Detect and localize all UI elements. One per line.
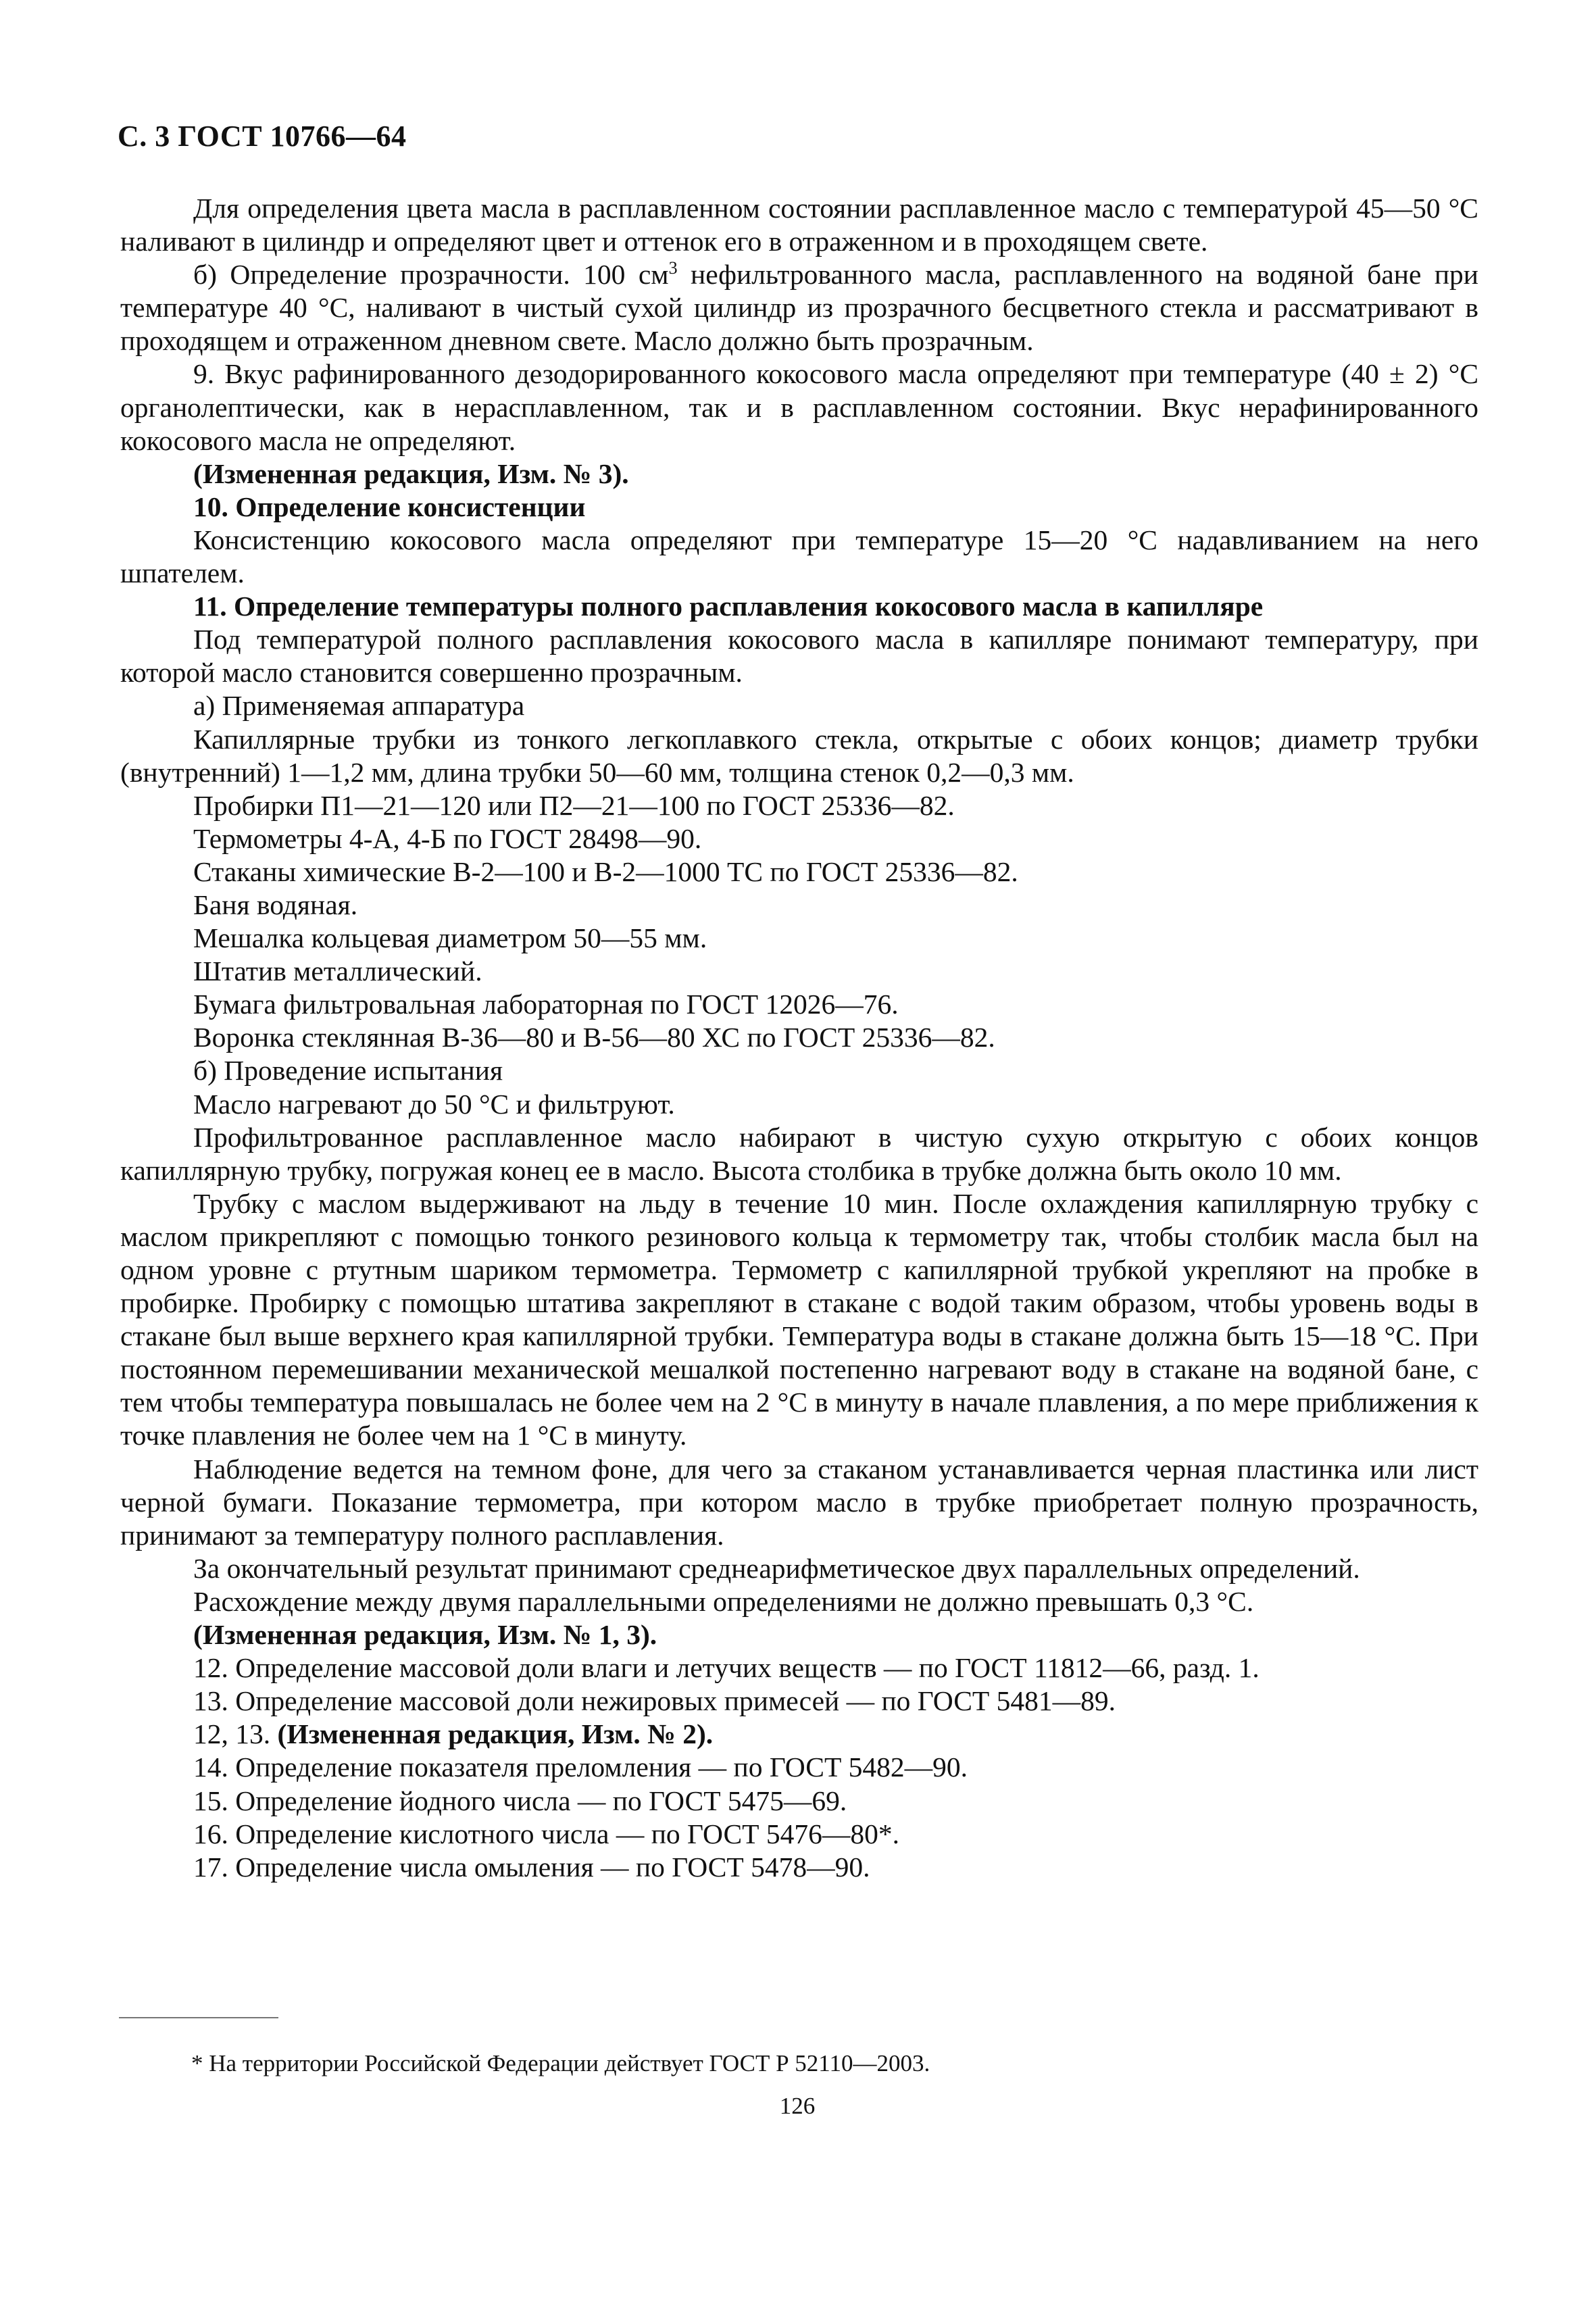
paragraph-transparency-start: б) Определение прозрачности. 100 см bbox=[193, 259, 669, 291]
paragraph-melting-definition: Под температурой полного расплавления кокосового масла в капилляре понимают температуру, при которой масло становится совершенно прозрачным. bbox=[120, 624, 1478, 689]
section-heading-melting-temperature: 11. Определение температуры полного расплавления кокосового масла в капилляре bbox=[193, 591, 1264, 622]
section-heading-consistency: 10. Определение консистенции bbox=[193, 491, 586, 522]
page-number: 126 bbox=[779, 2093, 816, 2119]
list-item-funnel: Воронка стеклянная В-36—80 и В-56—80 ХС по ГОСТ 25336—82. bbox=[193, 1022, 995, 1053]
subheading-apparatus: а) Применяемая аппаратура bbox=[193, 690, 525, 722]
list-item-beakers: Стаканы химические В-2—100 и В-2—1000 ТС по ГОСТ 25336—82. bbox=[193, 855, 1018, 887]
list-item-thermometers: Термометры 4-А, 4-Б по ГОСТ 28498—90. bbox=[193, 822, 702, 854]
list-item-test-tubes: Пробирки П1—21—120 или П2—21—100 по ГОСТ 25336—82. bbox=[193, 789, 955, 821]
paragraph-consistency: Консистенцию кокосового масла определяют при температуре 15—20 °С надавливанием на него шпателем. bbox=[120, 524, 1478, 589]
paragraph-taste: 9. Вкус рафинированного дезодорированного кокосового масла определяют при температуре (40 ± 2) °С органолептически, как в нерасплавленном, так и в расплавленном состоянии. Вкус нерафинированного кокосового масла не определяют. bbox=[120, 358, 1478, 456]
list-item-stirrer: Мешалка кольцевая диаметром 50—55 мм. bbox=[193, 922, 707, 954]
paragraph-color-determination: Для определения цвета масла в расплавленном состоянии расплавленное масло с температурой 45—50 °С наливают в цилиндр и определяют цвет и оттенок его в отраженном и в проходящем свете. bbox=[120, 193, 1478, 257]
page-header: С. 3 ГОСТ 10766—64 bbox=[118, 120, 407, 153]
item-17-saponification-number: 17. Определение числа омыления — по ГОСТ 5478—90. bbox=[193, 1851, 870, 1883]
amendment-note-3: (Измененная редакция, Изм. № 3). bbox=[193, 457, 629, 489]
item-14-refractive-index: 14. Определение показателя преломления — по ГОСТ 5482—90. bbox=[193, 1751, 968, 1783]
paragraph-discrepancy: Расхождение между двумя параллельными определениями не должно превышать 0,3 °С. bbox=[193, 1585, 1254, 1617]
item-12-moisture: 12. Определение массовой доли влаги и летучих веществ — по ГОСТ 11812—66, разд. 1. bbox=[193, 1652, 1260, 1684]
amendment-line-12-13 bbox=[120, 1718, 1478, 1751]
item-15-iodine-number: 15. Определение йодного числа — по ГОСТ 5475—69. bbox=[193, 1785, 847, 1816]
paragraph-filling-tube: Профильтрованное расплавленное масло набирают в чистую сухую открытую с обоих концов капиллярную трубку, погружая конец ее в масло. Высота столбика в трубке должна быть около 10 мм. bbox=[120, 1121, 1478, 1186]
footnote-divider bbox=[119, 2017, 278, 2018]
list-item-water-bath: Баня водяная. bbox=[193, 889, 358, 920]
subheading-test-procedure: б) Проведение испытания bbox=[193, 1055, 503, 1087]
paragraph-capillary-tubes: Капиллярные трубки из тонкого легкоплавкого стекла, открытые с обоих концов; диаметр трубки (внутренний) 1—1,2 мм, длина трубки 50—60 мм, толщина стенок 0,2—0,3 мм. bbox=[120, 723, 1478, 788]
amendment-items-label: 12, 13. bbox=[193, 1718, 278, 1750]
footnote: * На территории Российской Федерации действует ГОСТ Р 52110—2003. bbox=[191, 2050, 930, 2076]
amendment-note-2: (Измененная редакция, Изм. № 2). bbox=[277, 1718, 714, 1750]
paragraph-transparency bbox=[120, 258, 1478, 357]
paragraph-transparency-end: нефильтрованного масла, расплавленного на водяной бане при температуре 40 °С, наливают в чистый сухой цилиндр из прозрачного бесцветного стекла и рассматривают в проходящем и отраженном дневном свете. Масло должно быть прозрачным. bbox=[120, 259, 1478, 357]
list-item-stand: Штатив металлический. bbox=[193, 955, 482, 987]
cubic-superscript: 3 bbox=[668, 258, 678, 278]
amendment-note-1-3: (Измененная редакция, Изм. № 1, 3). bbox=[193, 1619, 657, 1651]
paragraph-observation: Наблюдение ведется на темном фоне, для чего за стаканом устанавливается черная пластинка или лист черной бумаги. Показание термометра, при котором масло в трубке приобретает полную прозрачность, принимают за температуру полного расплавления. bbox=[120, 1453, 1478, 1551]
item-16-acid-number: 16. Определение кислотного числа — по ГОСТ 5476—80*. bbox=[193, 1818, 900, 1849]
paragraph-heating: Масло нагревают до 50 °С и фильтруют. bbox=[193, 1088, 675, 1120]
item-13-nonfat-impurities: 13. Определение массовой доли нежировых примесей — по ГОСТ 5481—89. bbox=[193, 1685, 1116, 1717]
paragraph-final-result: За окончательный результат принимают среднеарифметическое двух параллельных определений. bbox=[193, 1552, 1360, 1584]
paragraph-procedure-details: Трубку с маслом выдерживают на льду в течение 10 мин. После охлаждения капиллярную трубку с маслом прикрепляют с помощью тонкого резинового кольца к термометру так, чтобы столбик масла был на одном уровне с ртутным шариком термометра. Термометр с капиллярной трубкой укрепляют на пробке в пробирке. Пробирку с помощью штатива закрепляют в стакане с водой таким образом, чтобы уровень воды в стакане был выше верхнего края капиллярной трубки. Температура воды в стакане должна быть 15—18 °С. При постоянном перемешивании механической мешалкой постепенно нагревают воду в стакане на водяной бане, с тем чтобы температура повышалась не более чем на 2 °С в минуту в начале плавления, а по мере приближения к точке плавления не более чем на 1 °С в минуту. bbox=[120, 1187, 1478, 1451]
list-item-filter-paper: Бумага фильтровальная лабораторная по ГОСТ 12026—76. bbox=[193, 989, 899, 1020]
page-body bbox=[120, 192, 1478, 1884]
